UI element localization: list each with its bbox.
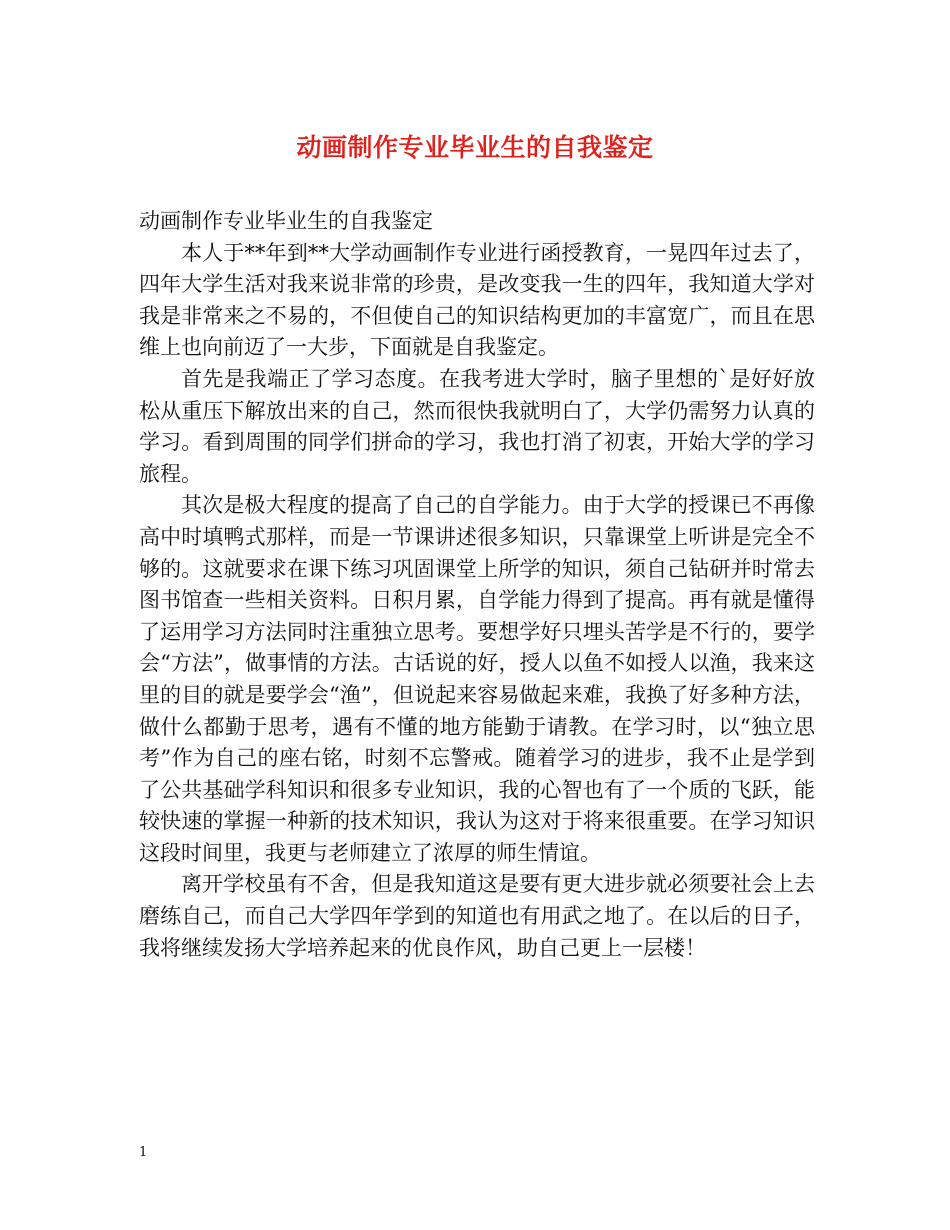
paragraph-1: 本人于**年到**大学动画制作专业进行函授教育，一晃四年过去了，四年大学生活对我来说非常的珍贵，是改变我一生的四年，我知道大学对我是非常来之不易的，不但使自己的知识结构更加的丰富宽广，而且在思维上也向前迈了一大步，下面就是自我鉴定。 bbox=[139, 240, 815, 360]
paragraph-4: 离开学校虽有不舍，但是我知道这是要有更大进步就必须要社会上去磨练自己，而自己大学四年学到的知道也有用武之地了。在以后的日子，我将继续发扬大学培养起来的优良作风，助自己更上一层楼！ bbox=[139, 872, 815, 960]
page-number: 1 bbox=[139, 1145, 148, 1160]
document-body bbox=[139, 206, 815, 964]
document-title: 动画制作专业毕业生的自我鉴定 bbox=[296, 133, 654, 162]
paragraph-3: 其次是极大程度的提高了自己的自学能力。由于大学的授课已不再像高中时填鸭式那样，而是一节课讲述很多知识，只靠课堂上听讲是完全不够的。这就要求在课下练习巩固课堂上所学的知识，须自己钻研并时常去图书馆查一些相关资料。日积月累，自学能力得到了提高。再有就是懂得了运用学习方法同时注重独立思考。要想学好只埋头苦学是不行的，要学会“方法”，做事情的方法。古话说的好，授人以鱼不如授人以渔，我来这里的目的就是要学会“渔”，但说起来容易做起来难，我换了好多种方法，做什么都勤于思考，遇有不懂的地方能勤于请教。在学习时，以“独立思考”作为自己的座右铭，时刻不忘警戒。随着学习的进步，我不止是学到了公共基础学科知识和很多专业知识，我的心智也有了一个质的飞跃，能较快速的掌握一种新的技术知识，我认为这对于将来很重要。在学习知识这段时间里，我更与老师建立了浓厚的师生情谊。 bbox=[139, 493, 815, 865]
paragraph-2: 首先是我端正了学习态度。在我考进大学时，脑子里想的`是好好放松从重压下解放出来的自己，然而很快我就明白了，大学仍需努力认真的学习。看到周围的同学们拼命的学习，我也打消了初衷，开始大学的学习旅程。 bbox=[139, 366, 815, 486]
document-subtitle: 动画制作专业毕业生的自我鉴定 bbox=[139, 209, 433, 233]
